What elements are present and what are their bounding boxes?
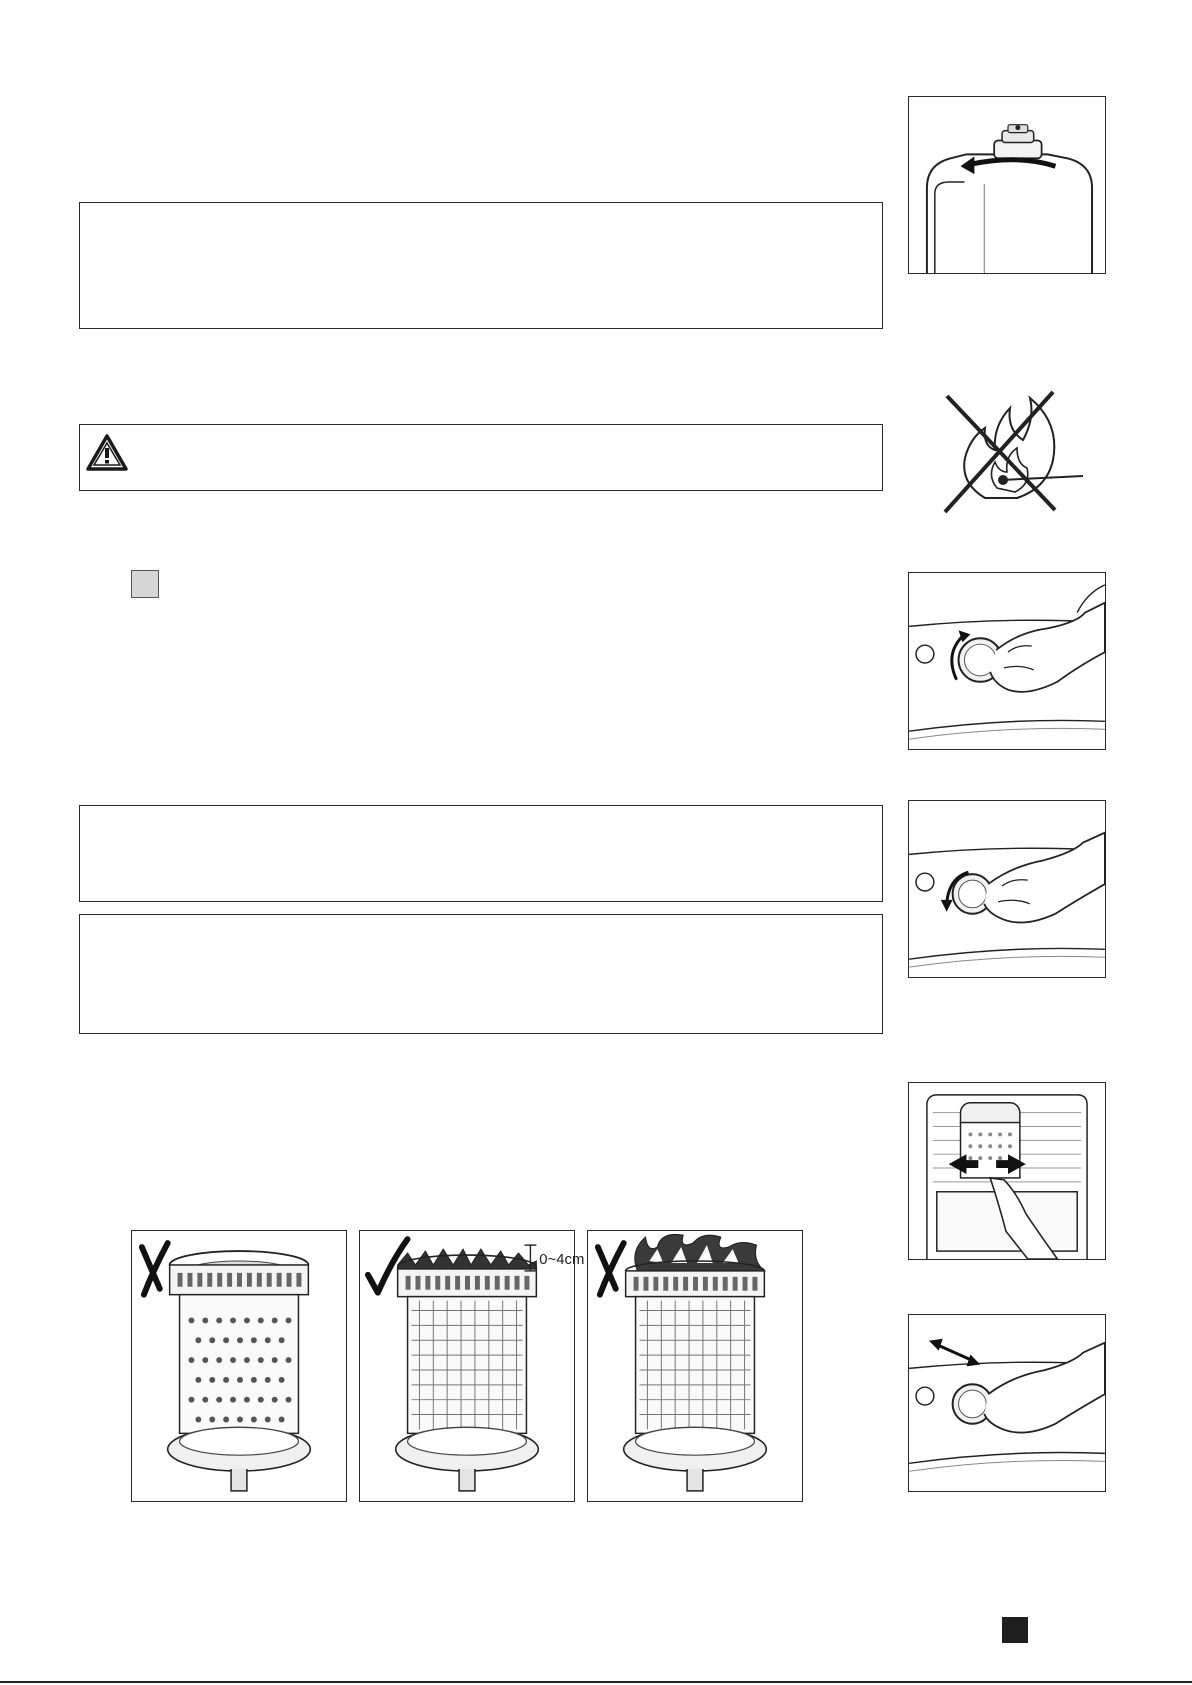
figure-burner-flame-too-low — [131, 1230, 347, 1502]
figure-tank-cap — [908, 96, 1106, 274]
warning-triangle-icon — [86, 434, 128, 472]
figure-igniter-lever — [908, 1082, 1106, 1260]
figure-knob-turn-1 — [908, 572, 1106, 750]
cross-mark-icon — [142, 1243, 168, 1295]
cross-mark-icon — [598, 1243, 624, 1295]
page-tab-marker — [1002, 1617, 1028, 1643]
notice-box-1 — [79, 202, 883, 329]
section-marker — [131, 570, 159, 598]
warning-box — [79, 424, 883, 491]
notice-box-3 — [79, 914, 883, 1034]
burner-measure-label: 0~4cm — [539, 1251, 585, 1268]
notice-box-2 — [79, 805, 883, 902]
figure-knob-adjust — [908, 1314, 1106, 1492]
bottom-rule — [0, 1681, 1192, 1683]
figure-burner-flame-too-high — [587, 1230, 803, 1502]
figure-burner-flame-correct — [359, 1230, 585, 1502]
figure-knob-turn-2 — [908, 800, 1106, 978]
no-open-flame-icon — [935, 388, 1085, 518]
